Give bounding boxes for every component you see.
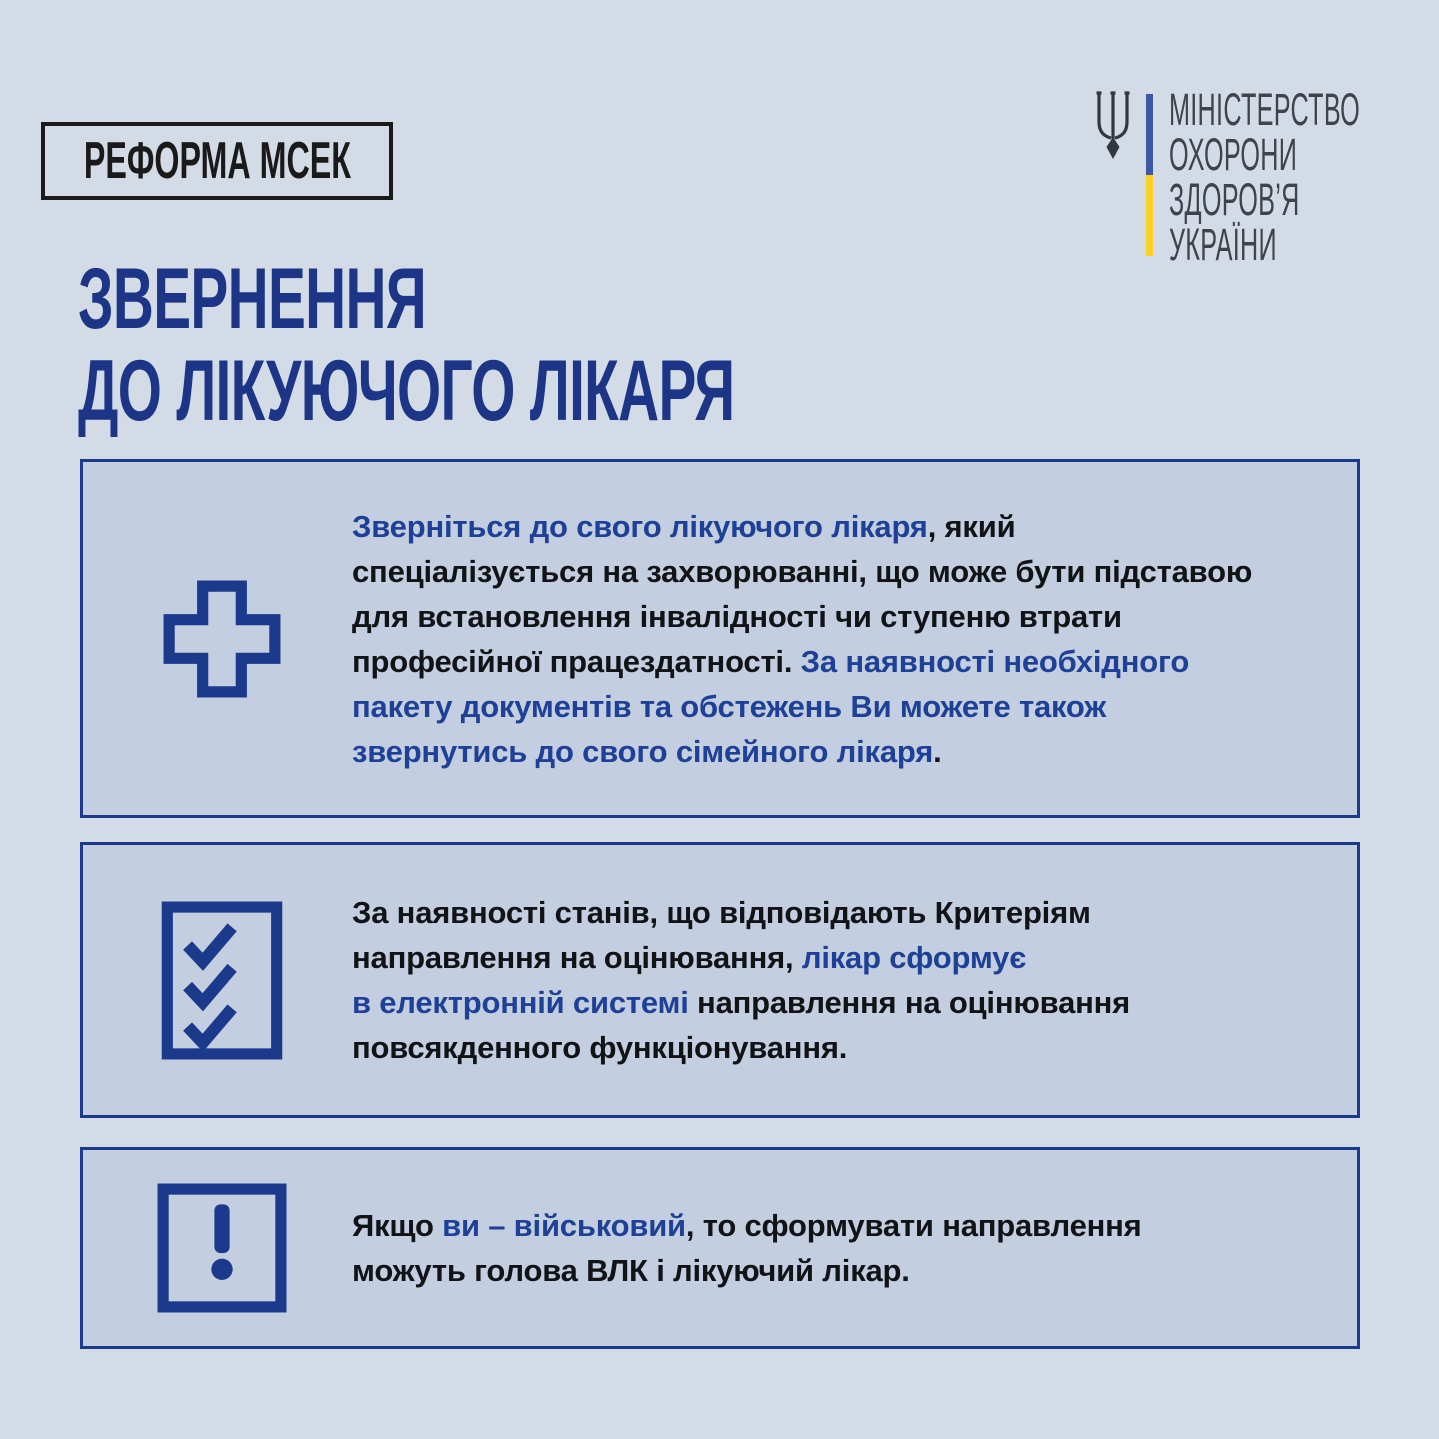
text-line — [352, 1203, 1142, 1248]
highlighted-text: пакету документів та обстежень Ви можете також — [352, 688, 1106, 724]
highlighted-text: За наявності необхідного — [800, 643, 1190, 679]
page-title-line-2: ДО ЛІКУЮЧОГО ЛІКАРЯ — [78, 343, 735, 439]
box-text — [352, 1203, 1142, 1293]
ministry-name-line: УКРАЇНИ — [1169, 219, 1277, 270]
badge-label: РЕФОРМА МСЕК — [83, 132, 351, 190]
text-line — [352, 549, 1252, 594]
flag-yellow-half — [1146, 175, 1153, 256]
page-title-line-1: ЗВЕРНЕННЯ — [78, 251, 426, 347]
info-box-treating-doctor — [80, 459, 1360, 818]
ministry-name-line: МІНІСТЕРСТВО — [1169, 84, 1360, 135]
highlighted-text: звернутись до свого сімейного лікаря — [352, 733, 934, 769]
body-text: повсякденного функціонування. — [352, 1030, 848, 1065]
body-text: Якщо — [352, 1208, 443, 1243]
icon-wrap — [156, 901, 288, 1060]
flag-bar — [1146, 94, 1153, 256]
body-text: спеціалізується на захворюванні, що може бути підставою — [352, 553, 1253, 589]
body-text: . — [933, 733, 942, 769]
text-line — [352, 504, 1252, 549]
page-title — [78, 253, 1073, 437]
reform-msek-badge — [41, 122, 393, 200]
text-line — [352, 980, 1130, 1025]
icon-wrap — [156, 1183, 288, 1313]
flag-blue-half — [1146, 94, 1153, 175]
box-text — [352, 890, 1130, 1070]
text-line — [352, 684, 1252, 729]
text-line — [352, 890, 1130, 935]
highlighted-text: в електронній системі — [352, 985, 698, 1020]
body-text: для встановлення інвалідності чи ступеню втрати — [352, 598, 1122, 634]
box-text — [352, 504, 1252, 774]
text-line — [352, 935, 1130, 980]
ministry-name-line: ЗДОРОВ’Я — [1169, 174, 1300, 225]
text-line — [352, 594, 1252, 639]
body-text: професійної працездатності. — [352, 643, 801, 679]
body-text: , який — [927, 508, 1016, 544]
body-text: направлення на оцінювання — [697, 985, 1131, 1020]
text-line — [352, 639, 1252, 684]
text-line — [352, 1248, 1142, 1293]
ministry-name-line: ОХОРОНИ — [1169, 129, 1298, 180]
ministry-name — [1169, 84, 1439, 270]
medical-cross-icon — [161, 578, 283, 700]
body-text: , то сформувати направлення — [685, 1208, 1142, 1243]
highlighted-text: Зверніться до свого лікуючого лікаря — [352, 508, 928, 544]
body-text: можуть голова ВЛК і лікуючий лікар. — [352, 1253, 910, 1288]
body-text: направлення на оцінювання, — [352, 940, 802, 975]
checklist-icon — [161, 901, 283, 1060]
info-box-criteria-referral — [80, 842, 1360, 1118]
icon-wrap — [156, 578, 288, 700]
exclamation-square-icon — [157, 1183, 287, 1313]
trident-icon — [1092, 90, 1134, 162]
text-line — [352, 1025, 1130, 1070]
info-box-military — [80, 1147, 1360, 1349]
highlighted-text: лікар сформує — [801, 940, 1027, 975]
body-text: За наявності станів, що відповідають Критеріям — [352, 895, 1091, 930]
highlighted-text: ви – військовий — [442, 1208, 686, 1243]
text-line — [352, 729, 1252, 774]
